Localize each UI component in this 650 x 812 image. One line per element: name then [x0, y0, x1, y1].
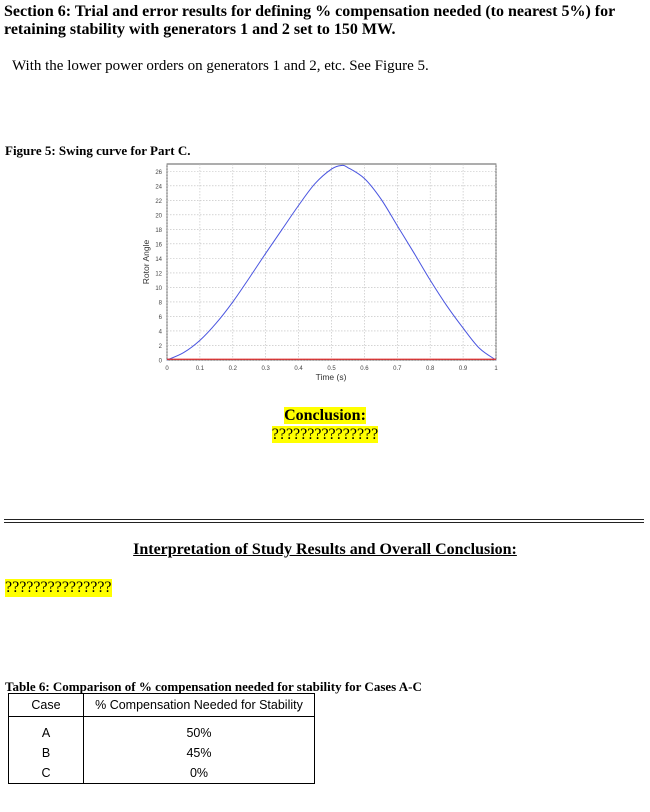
x-tick-label: 0.1 [195, 366, 205, 372]
conclusion-value-text: ??????????????? [271, 426, 379, 443]
x-tick-label: 0.9 [458, 366, 468, 372]
y-tick-label: 18 [155, 227, 162, 234]
divider-line [4, 522, 644, 523]
section-heading: Section 6: Trial and error results for defining % compensation needed (to nearest 5%) for retaining stability with generators 1 and 2 set to 150 MW. [4, 3, 615, 38]
x-tick-label: 0.8 [426, 366, 435, 372]
y-tick-label: 10 [155, 285, 162, 292]
overall-conclusion-value: ??????????????? [5, 579, 112, 596]
x-tick-label: 0.5 [327, 366, 336, 372]
x-tick-label: 1 [494, 366, 498, 372]
y-tick-label: 6 [158, 314, 162, 321]
y-axis-label: Rotor Angle [141, 239, 151, 285]
compensation-table [8, 693, 315, 784]
x-tick-label: 0.2 [228, 366, 237, 372]
y-tick-label: 26 [155, 169, 162, 176]
table-header-row [9, 694, 315, 717]
divider-line [4, 519, 644, 520]
table-caption: Table 6: Comparison of % compensation needed for stability for Cases A-C [5, 679, 422, 694]
x-tick-label: 0.7 [393, 366, 402, 372]
y-tick-labels [155, 170, 162, 365]
y-tick-label: 2 [158, 343, 162, 350]
y-tick-label: 24 [155, 184, 162, 191]
conclusion-value [0, 426, 650, 444]
figure-caption: Figure 5: Swing curve for Part C. [5, 143, 191, 158]
cell-case: B [9, 743, 84, 763]
x-axis-label: Time (s) [315, 372, 347, 382]
intro-text: With the lower power orders on generators 1 and 2, etc. See Figure 5. [12, 58, 429, 74]
y-tick-label: 12 [155, 271, 162, 278]
x-tick-label: 0 [165, 366, 169, 372]
table-row [9, 717, 315, 744]
y-tick-label: 20 [155, 213, 162, 220]
y-tick-label: 8 [158, 300, 162, 307]
plot-area [167, 164, 496, 360]
cell-compensation: 50% [84, 717, 315, 744]
interpretation-title: Interpretation of Study Results and Overall Conclusion: [133, 541, 517, 558]
conclusion-label-text: Conclusion: [284, 407, 366, 424]
x-tick-label: 0.3 [261, 366, 270, 372]
cell-case: A [9, 717, 84, 744]
x-tick-label: 0.4 [294, 366, 303, 372]
table-row [9, 763, 315, 784]
header-case: Case [9, 694, 84, 717]
cell-compensation: 0% [84, 763, 315, 784]
x-tick-label: 0.6 [360, 366, 369, 372]
swing-curve-chart [135, 158, 510, 386]
cell-compensation: 45% [84, 743, 315, 763]
table-row [9, 743, 315, 763]
y-tick-label: 16 [155, 242, 162, 249]
y-tick-label: 14 [155, 256, 162, 263]
conclusion-label [0, 407, 650, 425]
y-tick-label: 4 [158, 329, 162, 336]
y-tick-label: 22 [155, 198, 162, 205]
y-tick-label: 0 [158, 358, 162, 365]
cell-case: C [9, 763, 84, 784]
header-compensation: % Compensation Needed for Stability [84, 694, 315, 717]
